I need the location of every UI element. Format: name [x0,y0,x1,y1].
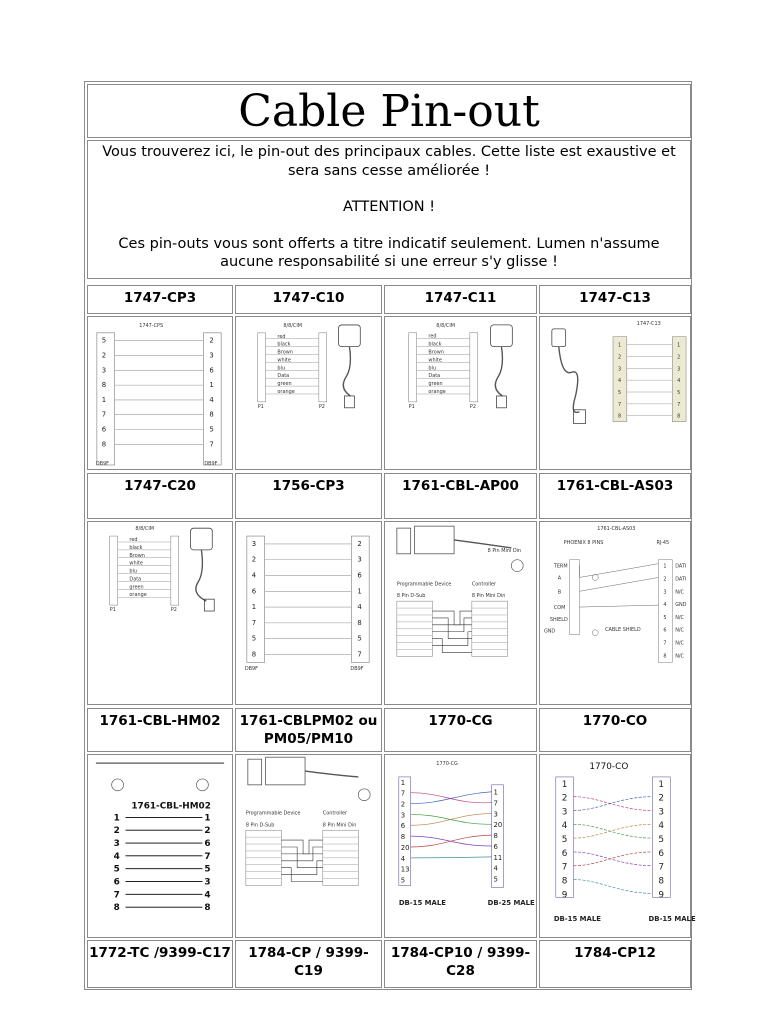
wire-label: blu [277,365,286,372]
pinout-diagram [385,522,536,704]
pin-label: 1 [677,342,681,349]
diagram-title: 1761-CBL-HM02 [131,801,211,812]
pin-label: 5 [204,864,211,875]
wire-label: black [277,341,291,348]
pin-label: 6 [251,587,257,596]
pin-label: GND [543,628,556,635]
pin-label: 7 [204,851,211,862]
wire-label: Brown [277,349,293,356]
intro-text: Vous trouverez ici, le pin-out des principaux cables. Cette liste est exaustive et sera sans cesse améliorée ! [102,144,676,179]
cable-label: 1747-C11 [384,285,537,314]
page-title: Cable Pin-out [87,84,691,138]
pin-label: 7 [658,862,665,873]
pin-label: 6 [209,366,214,375]
pin-label: 2 [204,826,211,837]
diagram-title: 1770-CG [436,761,458,768]
cable-label: 1761-CBLPM02 ou PM05/PM10 [235,708,382,752]
cable-label: 1761-CBL-AP00 [384,473,537,519]
diagram-1761-cblpm02 [235,754,382,938]
pin-label: 7 [663,640,667,647]
pin-label: 8 [209,410,214,419]
pin-label: 7 [101,410,107,419]
pin-label: 5 [251,634,257,643]
pin-label: 3 [561,807,568,818]
pin-label: 1 [663,563,667,570]
pin-label: 2 [663,576,667,583]
pin-label: 4 [677,378,681,385]
signal-label: N/C [675,627,684,634]
pin-label: 1 [204,813,211,824]
pin-label: 7 [617,401,622,408]
pin-label: 4 [251,571,257,580]
diagram-1761-cbl-ap00 [384,521,537,705]
connector-label: DB9F [95,461,110,467]
pin-label: 6 [493,842,498,851]
connector-label: DB-15 MALE [648,915,696,923]
wire-label: orange [428,389,446,395]
pin-label: 6 [113,877,120,888]
connector-label: DB9F [244,666,259,673]
pin-label: 8 [357,618,362,627]
connector-label: 8 Pin Mini Din [487,547,522,554]
wire-label: Brown [129,552,145,559]
pin-label: 20 [400,843,410,852]
pinout-diagram [385,755,536,937]
connector-label: 8 Pin D-Sub [245,822,275,829]
pin-label: 3 [663,589,667,596]
diagram-header: 8/8/CIM [436,322,456,329]
diagram-header: 8/8/CIM [283,322,303,329]
wire-label: green [428,381,443,388]
pin-label: 1 [493,788,498,797]
pinout-diagram [540,522,690,704]
pin-label: 11 [493,853,503,862]
pin-label: 8 [617,413,622,420]
pin-label: 8 [677,413,681,420]
pin-label: 2 [251,555,257,564]
disclaimer-text: Ces pin-outs vous sont offerts a titre indicatif seulement. Lumen n'assume aucune responsabilité si une erreur s'y glisse ! [118,235,660,270]
pin-label: 1 [251,603,257,612]
pin-label: 5 [357,634,362,643]
cable-label: 1784-CP / 9399-C19 [235,940,382,988]
diagram-1761-cbl-hm02 [87,754,233,938]
pin-label: 1 [617,342,622,349]
pin-label: 8 [251,650,257,659]
cable-label: 1770-CO [539,708,691,752]
pin-label: 2 [561,793,568,804]
wire-label: red [129,537,138,543]
connector-header: PHOENIX 8 PINS [563,539,604,546]
pin-label: 7 [677,401,681,408]
pin-label: 6 [658,848,665,859]
device-label: Programmable Device [396,581,452,588]
diagram-title: 1761-CBL-AS03 [597,526,636,533]
pin-label: 1 [658,779,665,790]
diagram-1770-co [539,754,696,938]
pin-label: 5 [400,876,406,885]
connector-label: P2 [469,403,476,410]
diagram-1756-cp3 [235,521,382,705]
pin-label: 3 [101,366,107,375]
wire-label: orange [129,592,147,599]
pin-label: 8 [561,876,568,887]
pin-label: 2 [209,336,214,345]
cable-label: 1756-CP3 [235,473,382,519]
pin-label: 6 [663,627,667,634]
device-label: Controller [322,810,348,817]
pinout-diagram [88,522,232,704]
pin-label: 4 [493,864,498,873]
wire-label: red [428,333,437,340]
pin-label: A [557,575,562,582]
wire-label: white [129,560,143,567]
attention-text: ATTENTION ! [342,199,436,215]
connector-label: 8 Pin D-Sub [396,593,426,600]
diagram-title: 1747-C13 [636,320,661,327]
pin-label: 20 [493,821,503,830]
pin-label: 5 [617,389,622,396]
connector-header: RJ-45 [656,539,670,546]
pin-label: 3 [400,811,406,820]
wire-label: white [277,357,291,364]
pinout-diagram [236,522,381,704]
connector-label: P1 [257,403,264,410]
pinout-diagram [385,317,536,469]
pin-label: 1 [113,813,120,824]
wire-label: Brown [428,349,444,356]
pin-label: TERM [553,563,568,570]
pin-label: 2 [658,793,665,804]
pinout-diagram [88,317,232,469]
wire-label: Data [428,373,441,380]
diagram-title: 1770-CO [589,762,629,773]
pin-label: 3 [113,839,120,849]
pin-label: 3 [677,366,681,373]
pin-label: 8 [663,653,667,660]
cable-label: 1747-CP3 [87,285,233,314]
pin-label: 4 [357,603,362,612]
pin-label: 8 [113,903,120,914]
pin-label: 6 [204,839,211,849]
pin-label: 5 [113,864,120,875]
signal-label: N/C [675,653,684,660]
wire-label: blu [428,365,437,372]
pin-label: 8 [658,876,665,887]
pin-label: 1 [400,778,406,787]
pin-label: 6 [561,848,568,859]
wire-label: red [277,333,286,340]
connector-label: 8 Pin Mini Din [322,822,357,829]
pin-label: 4 [400,854,406,863]
pin-label: 8 [101,381,107,390]
connector-label: P2 [170,607,177,614]
pin-label: 8 [101,440,107,449]
wire-label: Data [277,373,290,380]
connector-label: P2 [318,403,325,410]
wire-label: green [277,381,292,388]
signal-label: DATI [675,563,687,570]
pin-label: 6 [101,425,107,434]
cable-label: 1770-CG [384,708,537,752]
cable-label: 1772-TC /9399-C17 [87,940,233,988]
pinout-diagram [540,755,696,937]
pin-label: 2 [400,800,406,809]
pin-label: 2 [113,826,120,837]
cable-label: 1747-C13 [539,285,691,314]
pin-label: COM [553,605,566,612]
pin-label: 3 [251,539,257,548]
cable-label: 1761-CBL-AS03 [539,473,691,519]
pin-label: 5 [677,389,681,396]
connector-label: DB9F [350,666,364,673]
wire-label: green [129,584,144,591]
pin-label: 5 [561,835,568,846]
pin-label: 6 [400,822,406,831]
pin-label: 6 [357,571,362,580]
connector-label: P1 [408,403,415,410]
signal-label: N/C [675,614,684,621]
pin-label: 1 [561,779,568,790]
pin-label: 7 [561,862,568,873]
connector-label: DB9F [204,461,218,467]
pin-label: 5 [209,425,214,434]
wire-label: Data [129,576,142,583]
pin-label: 5 [663,614,667,621]
pin-label: 8 [204,903,211,914]
pin-label: 7 [209,440,214,449]
connector-label: 8 Pin Mini Din [471,593,506,600]
cable-label: 1784-CP12 [539,940,691,988]
wire-label: black [428,341,442,348]
pin-label: 7 [113,890,120,901]
pin-label: 4 [617,378,622,385]
pin-label: 2 [101,351,107,360]
signal-label: N/C [675,640,684,647]
diagram-1747-c13 [539,316,691,470]
cable-label: 1784-CP10 / 9399-C28 [384,940,537,988]
pin-label: B [557,589,562,596]
diagram-1770-cg [384,754,537,938]
pin-label: 3 [204,877,211,888]
diagram-1761-cbl-as03 [539,521,691,705]
diagram-1747-cp3 [87,316,233,470]
wire-label: orange [277,389,295,395]
connector-label: DB-15 MALE [553,915,601,923]
intro-block [87,140,691,279]
pin-label: 1 [101,395,107,404]
diagram-1747-c20 [87,521,233,705]
pin-label: 3 [658,807,665,818]
connector-label: DB-15 MALE [398,899,446,908]
cable-label: 1761-CBL-HM02 [87,708,233,752]
pin-label: 9 [561,890,568,901]
diagram-header: 8/8/CIM [135,526,155,533]
device-label: Programmable Device [245,810,301,817]
signal-label: DATI [675,576,687,583]
pin-label: 4 [561,821,568,832]
pin-label: 3 [357,555,362,564]
pin-label: SHIELD [549,616,568,623]
pin-label: 4 [663,602,667,609]
signal-label: GND [675,602,687,609]
cable-label: 1747-C20 [87,473,233,519]
diagram-1747-c11 [384,316,537,470]
connector-label: P1 [109,607,116,614]
pinout-diagram [236,317,381,469]
pin-label: 9 [658,890,665,901]
cable-shield-label: CABLE SHIELD [605,626,641,633]
pin-label: 5 [101,336,107,345]
pin-label: 8 [493,832,498,841]
pinout-diagram [236,755,381,937]
pin-label: 2 [357,539,362,548]
connector-label: DB-25 MALE [487,899,535,908]
pin-label: 4 [209,395,214,404]
pin-label: 5 [658,835,665,846]
pinout-diagram [540,317,690,469]
pin-label: 7 [251,618,257,627]
pin-label: 3 [493,810,498,819]
pin-label: 3 [617,366,622,373]
pin-label: 4 [204,890,211,901]
pin-label: 13 [400,865,410,874]
wire-label: black [129,544,143,551]
pin-label: 2 [617,354,622,361]
pin-label: 5 [493,875,498,884]
diagram-1747-c10 [235,316,382,470]
wire-label: blu [129,568,138,575]
cable-label: 1747-C10 [235,285,382,314]
diagram-title: 1747-CPS [139,322,164,329]
wire-label: white [428,357,442,364]
pin-label: 3 [209,351,214,360]
pin-label: 1 [357,587,362,596]
pin-label: 4 [113,851,120,862]
pin-label: 4 [658,821,665,832]
pinout-diagram [88,755,232,937]
pin-label: 7 [357,650,362,659]
pin-label: 1 [209,381,214,390]
pin-label: 2 [677,354,681,361]
pin-label: 8 [400,833,406,842]
device-label: Controller [471,581,497,588]
signal-label: N/C [675,589,684,596]
pin-label: 7 [400,789,406,798]
pin-label: 7 [493,799,498,808]
